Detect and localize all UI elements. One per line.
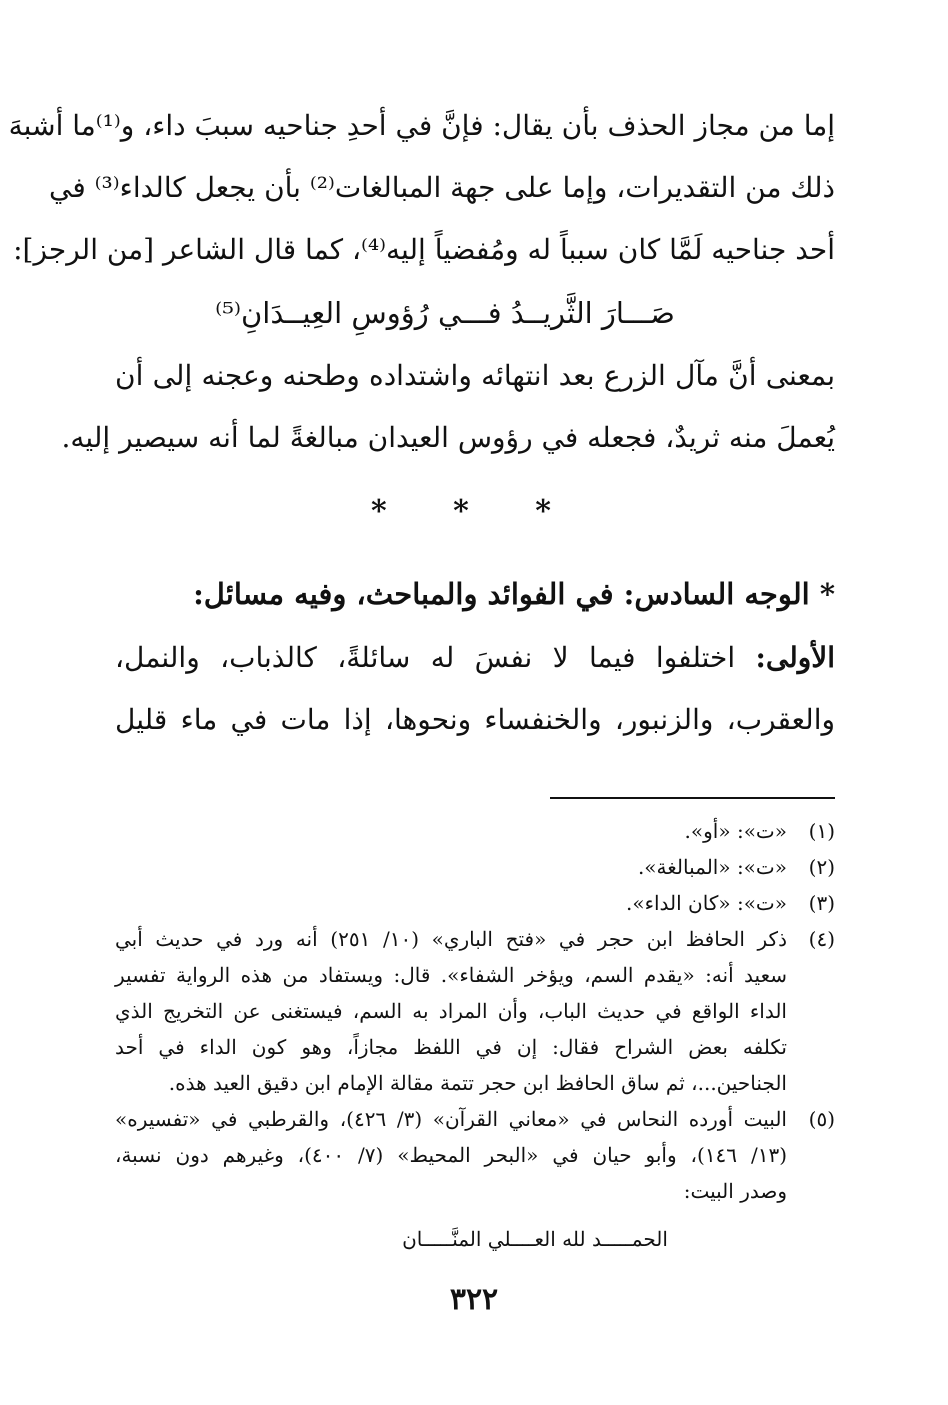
footnote-number: (١) xyxy=(808,819,835,843)
footnote-number: (٤) xyxy=(808,927,835,951)
footnote-divider xyxy=(550,797,835,799)
footnote-poem: الحمـــــد لله العــــلي المنَّـــــان xyxy=(402,1227,668,1251)
page-number: ٣٢٢ xyxy=(449,1282,499,1317)
issue-text: اختلفوا فيما لا نفسَ له سائلةً، كالذباب، والنمل، xyxy=(115,641,756,674)
footnote-line: «ت»: «أو». xyxy=(684,819,787,843)
footnote-number: (٢) xyxy=(808,855,835,879)
text-line xyxy=(115,627,835,689)
section-separator: * * * xyxy=(371,494,579,529)
footnote xyxy=(115,885,835,921)
footnote-line: «ت»: «كان الداء». xyxy=(626,891,787,915)
footnote-line: البيت أورده النحاس في «معاني القرآن» (٣/ ٤٢٦)، والقرطبي في «تفسيره» xyxy=(115,1107,787,1131)
footnote-line: (١٣/ ١٤٦)، وأبو حيان في «البحر المحيط» (٧/ ٤٠٠)، وغيرهم دون نسبة، xyxy=(115,1143,787,1167)
footnote-line: وصدر البيت: xyxy=(683,1179,787,1203)
footnote-line: تكلفه بعض الشراح فقال: إن في اللفظ مجازاً، وهو كون الداء في أحد xyxy=(115,1035,787,1059)
verse: صَـــارَ الثَّريــدُ فـــي رُؤوسِ العِيــدَانِ⁽⁵⁾ xyxy=(215,296,675,330)
footnote-line: الداء الواقع في حديث الباب، وأن المراد به السم، فيستغنى عن التخريج الذي xyxy=(115,999,787,1023)
footnote-number: (٣) xyxy=(808,891,835,915)
footnote-line: سعيد أنه: «يقدم السم، ويؤخر الشفاء». قال: ويستفاد من هذه الرواية تفسير xyxy=(115,963,787,987)
footnote-line: الجناحين...، ثم ساق الحافظ ابن حجر تتمة مقالة الإمام ابن دقيق العيد هذه. xyxy=(168,1071,787,1095)
page-body xyxy=(8,95,835,1269)
footnote-number: (٥) xyxy=(808,1107,835,1131)
footnote xyxy=(115,1101,835,1209)
footnote xyxy=(115,921,835,1101)
footnote xyxy=(115,813,835,849)
issue-label: الأولى: xyxy=(755,641,835,674)
footnote-line: «ت»: «المبالغة». xyxy=(637,855,787,879)
text-line: أحد جناحيه لَمَّا كان سبباً له ومُفضياً إليه⁽⁴⁾، كما قال الشاعر [من الرجز]: xyxy=(13,233,835,266)
text-line: بمعنى أنَّ مآل الزرع بعد انتهائه واشتداده وطحنه وعجنه إلى أن xyxy=(115,359,835,392)
text-line: ذلك من التقديرات، وإما على جهة المبالغات⁽²⁾ بأن يجعل كالداء⁽³⁾ في xyxy=(49,171,835,204)
text-line: يُعملَ منه ثريدٌ، فجعله في رؤوس العيدان مبالغةً لما أنه سيصير إليه. xyxy=(61,421,835,454)
section-heading: * الوجه السادس: في الفوائد والمباحث، وفيه مسائل: xyxy=(193,577,835,611)
text-line: والعقرب، والزنبور، والخنفساء ونحوها، إذا مات في ماء قليل xyxy=(115,703,835,736)
footnotes xyxy=(115,813,835,1269)
footnote-line: ذكر الحافظ ابن حجر في «فتح الباري» (١٠/ ٢٥١) أنه ورد في حديث أبي xyxy=(115,927,787,951)
footnote xyxy=(115,849,835,885)
text-line: إما من مجاز الحذف بأن يقال: فإنَّ في أحدِ جناحيه سببَ داء، و⁽¹⁾ما أشبهَ xyxy=(8,109,835,142)
